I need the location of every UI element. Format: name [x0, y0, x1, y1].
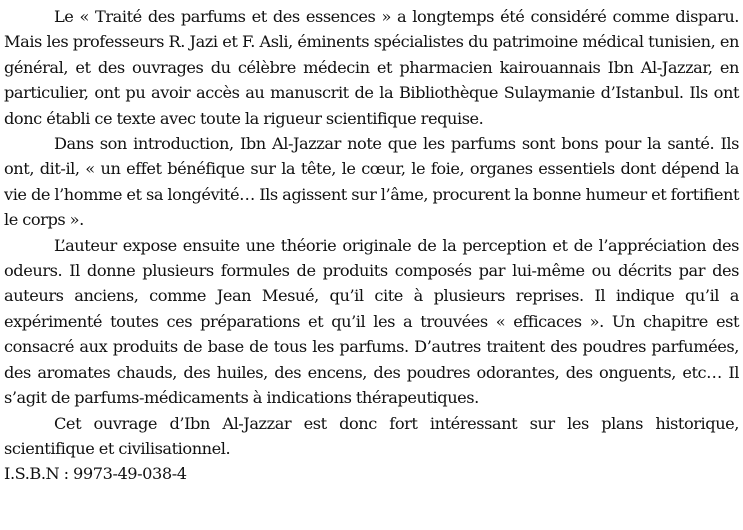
paragraph-intro: Le « Traité des parfums et des essences » a longtemps été considéré comme disparu. Mais les professeurs R. Jazi et F. Asli, éminents spécialistes du patrimoine médical tunisien, en général, et des ouvrages du célèbre médecin et pharmacien kairouannais Ibn Al-Jazzar, en particulier, ont pu avoir accès au manuscrit de la Bibliothèque Sulaymanie d’Istanbul. Ils ont donc établi ce texte avec toute la rigueur scientifique requise.	[4, 7, 739, 128]
paragraph-introduction-summary: Dans son introduction, Ibn Al-Jazzar note que les parfums sont bons pour la santé. Ils ont, dit-il, « un effet bénéfique sur la tête, le cœur, le foie, organes essentiels dont dépend la vie de l’homme et sa longévité… Ils agissent sur l’âme, procurent la bonne humeur et fortifient le corps ».	[4, 134, 740, 230]
paragraph-theory: L’auteur expose ensuite une théorie originale de la perception et de l’appréciation des odeurs. Il donne plusieurs formules de produits composés par lui-même ou décrits par des auteurs anciens, comme Jean Mesué, qu’il cite à plusieurs reprises. Il indique qu’il a expérimenté toutes ces préparations et qu’il les a trouvées « efficaces ». Un chapitre est consacré aux produits de base de tous les parfums. D’autres traitent des poudres parfumées, des aromates chauds, des huiles, des encens, des poudres odorantes, des onguents, etc… Il s’agit de parfums-médicaments à indications thérapeutiques.	[4, 235, 739, 408]
isbn-line: I.S.B.N : 9973-49-038-4	[4, 464, 187, 484]
paragraph-conclusion: Cet ouvrage d’Ibn Al-Jazzar est donc fort intéressant sur les plans historique, scientifique et civilisationnel.	[4, 413, 739, 458]
document-body	[4, 4, 739, 487]
